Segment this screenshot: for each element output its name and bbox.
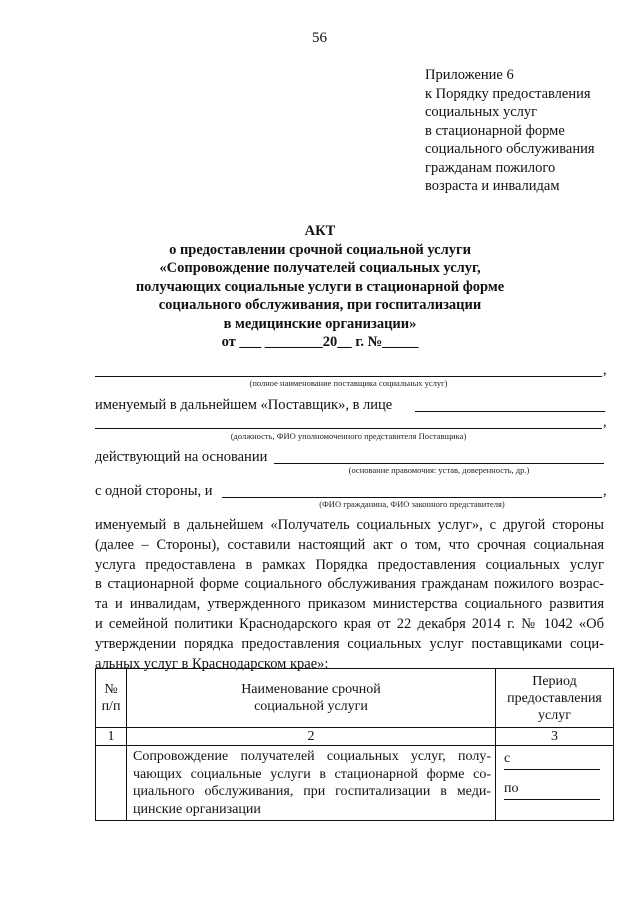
appendix-line: Приложение 6 [425,67,514,83]
service-line: Сопровождение получателей социальных услуг, полу- [133,749,491,764]
body-line: и семейной политики Краснодарского края от 22 декабря 2014 г. № 1042 «Об [95,615,604,632]
provider-label: именуемый в дальнейшем «Поставщик», в лице [95,397,393,413]
basis-hint: (основание правомочия: устав, доверенность, др.) [348,465,530,475]
provider-name-field[interactable] [95,376,602,377]
period-to-field[interactable] [504,799,600,800]
body-line: утверждении порядка предоставления социальных услуг поставщиками соци- [95,635,604,652]
document-title [90,222,550,352]
row-number-cell[interactable] [96,746,127,821]
header-text: социальной услуги [254,699,368,714]
page-number: 56 [312,30,327,46]
column-number: 3 [496,728,614,746]
provider-name-hint: (полное наименование поставщика социальных услуг) [249,378,448,388]
comma: , [603,362,607,378]
service-line: чающих социальные услуги в стационарной форме со- [133,766,491,782]
period-from-field[interactable] [504,769,600,770]
appendix-line: социального обслуживания [425,141,595,157]
appendix-line: социальных услуг [425,104,538,120]
table-header-row [96,669,614,728]
header-period [496,669,614,728]
recipient-field[interactable] [222,497,602,498]
period-cell [496,746,614,821]
comma: , [603,483,607,499]
representative-hint: (должность, ФИО уполномоченного представителя Поставщика) [230,431,467,441]
title-line: получающих социальные услуги в стационарной форме [135,278,505,295]
appendix-line: гражданам пожилого [425,159,556,176]
body-paragraph [95,516,604,674]
column-number-row [96,728,614,746]
basis-label: действующий на основании [95,449,268,465]
one-side-label: с одной стороны, и [95,483,213,499]
header-number [96,669,127,728]
representative-continued-field[interactable] [95,428,602,429]
header-text: № [104,682,118,697]
body-line: альных услуг в Краснодарском крае»: [95,655,329,672]
title-line: АКТ [304,223,336,239]
body-line: (далее – Стороны), составили настоящий акт о том, что срочная социальная [95,536,604,553]
header-text: Период [532,673,577,689]
header-text: предоставления [507,690,602,706]
service-line: циального обслуживания, при госпитализации в меди- [133,784,491,799]
body-line: услуга предоставлена в рамках Порядка предоставления социальных услуг [95,556,604,573]
title-line: «Сопровождение получателей социальных услуг, [159,260,481,276]
body-line: в стационарной форме социального обслуживания гражданам пожилого возрас- [95,576,604,593]
appendix-note [425,66,595,196]
appendix-line: к Порядку предоставления [425,85,591,102]
services-table [95,668,614,821]
representative-field[interactable] [415,411,605,412]
body-line: та и инвалидам, утвержденного приказом министерства социального развития [95,596,604,613]
service-line: цинские организации [133,801,261,817]
period-from-label: с [504,751,511,766]
header-text: п/п [101,699,121,714]
title-line: в медицинские организации» [223,315,417,332]
recipient-hint: (ФИО гражданина, ФИО законного представителя) [319,499,505,509]
appendix-line: возраста и инвалидам [425,178,560,194]
period-to-label: по [504,781,519,796]
body-line: именуемый в дальнейшем «Получатель социальных услуг», с другой стороны [95,517,604,533]
service-name-cell [127,746,496,821]
column-number: 2 [127,728,496,746]
basis-field[interactable] [274,463,604,464]
title-line: от ___ ________20__ г. №_____ [221,334,419,350]
comma: , [603,414,607,430]
title-line: социального обслуживания, при госпитализации [158,297,482,313]
header-text: услуг [538,707,571,723]
appendix-line: в стационарной форме [425,122,565,139]
header-service [127,669,496,728]
title-line: о предоставлении срочной социальной услуги [169,241,471,258]
header-text: Наименование срочной [241,682,381,697]
column-number: 1 [96,728,127,746]
table-row [96,746,614,821]
